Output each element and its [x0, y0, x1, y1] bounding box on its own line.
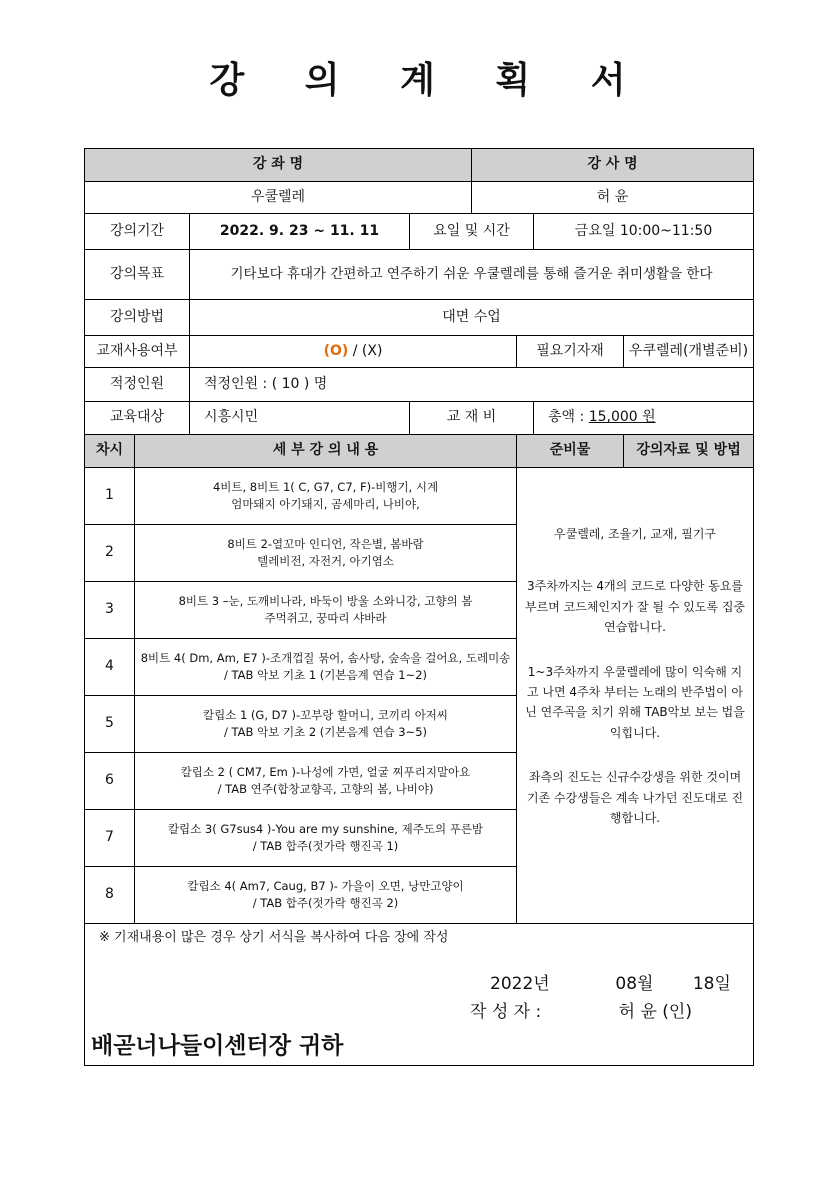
course-name-value: 우쿨렐레 [85, 182, 472, 214]
date-month: 08월 [615, 974, 654, 994]
session-number: 6 [85, 753, 135, 810]
session-content: 8비트 2-열꼬마 인디언, 작은별, 봄바람 텔레비전, 자전거, 아기염소 [135, 525, 517, 582]
method-label: 강의방법 [85, 300, 190, 336]
page-title: 강 의 계 획 서 [209, 60, 650, 101]
target-label: 교육대상 [85, 402, 190, 435]
date-day: 18일 [692, 974, 731, 994]
session-content: 칼립소 1 (G, D7 )-꼬부랑 할머니, 코끼리 아저씨 / TAB 악보 기초 2 (기본음계 연습 3~5) [135, 696, 517, 753]
fee-value: 총액 : 15,000 원 [534, 402, 754, 435]
period-value: 2022. 9. 23 ~ 11. 11 [190, 214, 410, 250]
session-content: 8비트 4( Dm, Am, E7 )-조개껍질 묶어, 솜사탕, 숲속을 걸어요, 도레미송 / TAB 악보 기초 1 (기본음계 연습 1~2) [135, 639, 517, 696]
date-line [490, 974, 731, 995]
session-content: 8비트 3 –눈, 도깨비나라, 바둑이 방울 소와니강, 고향의 봄 주먹쥐고, 꿍따리 샤바라 [135, 582, 517, 639]
session-content: 칼립소 2 ( CM7, Em )-나성에 가면, 얼굴 찌푸리지말아요 / TAB 연주(합창교향곡, 고향의 봄, 나비야) [135, 753, 517, 810]
prep-header: 준비물 [517, 435, 624, 468]
capacity-value: 적정인원 : ( 10 ) 명 [190, 368, 754, 402]
target-value: 시흥시민 [190, 402, 410, 435]
prep-note-2: 1~3주차까지 우쿨렐레에 많이 익숙해 지고 나면 4주차 부터는 노래의 반주법이 아닌 연주곡을 치기 위해 TAB악보 보는 법을 익힙니다. [525, 664, 745, 740]
session-number: 3 [85, 582, 135, 639]
period-label: 강의기간 [85, 214, 190, 250]
session-content: 칼립소 3( G7sus4 )-You are my sunshine, 제주도의 푸른밤 / TAB 합주(젓가락 행진곡 1) [135, 810, 517, 867]
equipment-value: 우쿠렐레(개별준비) [624, 336, 754, 368]
session-content: 4비트, 8비트 1( C, G7, C7, F)-비행기, 시계 엄마돼지 아기돼지, 곰세마리, 나비야, [135, 468, 517, 525]
textbook-yes-option: (O) [323, 342, 349, 359]
prep-items: 우쿨렐레, 조율기, 교재, 필기구 [554, 527, 717, 541]
lecture-plan-table [84, 148, 754, 1066]
session-number: 5 [85, 696, 135, 753]
equipment-label: 필요기자재 [517, 336, 624, 368]
day-time-value: 금요일 10:00~11:50 [534, 214, 754, 250]
signature-seal: (인) [662, 1002, 692, 1022]
textbook-usage-value: (O) / (X) [190, 336, 517, 368]
goal-label: 강의목표 [85, 250, 190, 300]
session-header: 차시 [85, 435, 135, 468]
textbook-no-option: (X) [361, 342, 383, 359]
materials-header: 강의자료 및 방법 [624, 435, 754, 468]
session-row [85, 468, 754, 525]
writer-line [470, 1002, 692, 1023]
instructor-name-value: 허 윤 [472, 182, 754, 214]
footer-note: ※ 기재내용이 많은 경우 상기 서식을 복사하여 다음 장에 작성 [99, 930, 449, 945]
session-number: 1 [85, 468, 135, 525]
method-value: 대면 수업 [190, 300, 754, 336]
prep-note-3: 좌측의 진도는 신규수강생을 위한 것이며 기존 수강생들은 계속 나가던 진도대로 진행합니다. [526, 770, 744, 825]
textbook-usage-label: 교재사용여부 [85, 336, 190, 368]
prep-note-1: 3주차까지는 4개의 코드로 다양한 동요를 부르며 코드체인지가 잘 될 수 있도록 집중연습합니다. [525, 579, 745, 635]
session-number: 2 [85, 525, 135, 582]
instructor-header: 강 사 명 [472, 149, 754, 182]
footer-section [85, 924, 754, 1066]
session-content: 칼립소 4( Am7, Caug, B7 )- 가을이 오면, 낭만고양이 / TAB 합주(젓가락 행진곡 2) [135, 867, 517, 924]
session-number: 7 [85, 810, 135, 867]
content-header: 세 부 강 의 내 용 [135, 435, 517, 468]
session-number: 8 [85, 867, 135, 924]
course-name-header: 강 좌 명 [85, 149, 472, 182]
recipient: 배곧너나들이센터장 귀하 [91, 1033, 344, 1059]
fee-label: 교 재 비 [410, 402, 534, 435]
goal-value: 기타보다 휴대가 간편하고 연주하기 쉬운 우쿨렐레를 통해 즐거운 취미생활을 한다 [190, 250, 754, 300]
day-time-label: 요일 및 시간 [410, 214, 534, 250]
date-year: 2022년 [490, 974, 550, 994]
writer-label: 작 성 자 : [470, 1002, 542, 1022]
writer-name: 허 윤 [618, 1002, 657, 1022]
materials-description [517, 468, 754, 924]
session-number: 4 [85, 639, 135, 696]
capacity-label: 적정인원 [85, 368, 190, 402]
